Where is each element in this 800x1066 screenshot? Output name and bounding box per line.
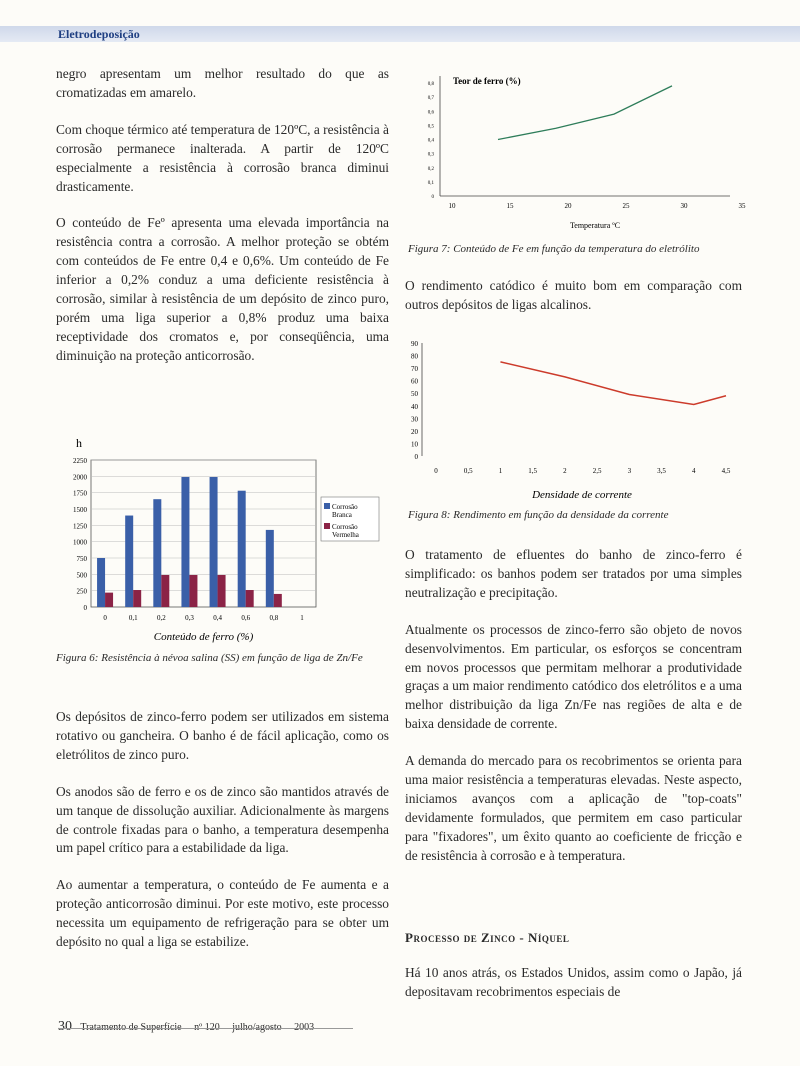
y-axis-label: h: [76, 436, 82, 450]
bar-vermelha: [274, 594, 282, 607]
figure-8-line-chart: [405, 335, 745, 505]
paragraph: O conteúdo de Feº apresenta uma elevada importância na resistência contra a corrosão. A melhor proteção se obtém com conteúdos de Fe entre 0,4 e 0,6%. Um conteúdo de Fe inferior a 0,2% conduz a uma deficiente resistência à corrosão, similar à resistência de um depósito de zinco puro, porém uma liga superior a 0,8% produz uma baixa receptividade dos cromatos e, por conseqüência, uma diminuição na proteção anticorrosão.: [56, 215, 389, 363]
x-tick-label: 0,2: [156, 614, 166, 622]
figure-6-bar-chart: [56, 432, 386, 647]
y-tick-label: 2000: [73, 473, 87, 482]
x-tick-label: 25: [622, 202, 630, 210]
legend-swatch: [324, 523, 330, 529]
x-tick-label: 0: [434, 467, 438, 475]
section-text: [405, 964, 742, 1002]
paragraph: Atualmente os processos de zinco-ferro são objeto de novos desenvolvimentos. Em particular, os esforços se concentram em novos processos que permitam melhorar a produtividade graças a um maior rendimento catódico dos eletrólitos e a uma melhor distribuição da liga Zn/Fe nas regiões de alta e de baixa densidade de corrente.: [405, 621, 742, 732]
y-tick-label: 0: [83, 604, 87, 612]
y-tick-label: 0,8: [427, 82, 434, 88]
x-tick-label: 1,5: [528, 467, 538, 475]
x-tick-label: 0,4: [213, 614, 222, 622]
y-tick-label: 20: [411, 427, 418, 436]
x-tick-label: 20: [564, 202, 572, 210]
year: 2003: [294, 1022, 315, 1033]
bar-vermelha: [105, 593, 113, 607]
right-column-bottom: [405, 546, 742, 866]
x-tick-label: 1: [498, 467, 503, 475]
paragraph: O rendimento catódico é muito bom em comparação com outros depósitos de ligas alcalinos.: [405, 278, 742, 312]
chart-title: Teor de ferro (%): [453, 76, 521, 86]
y-tick-label: 0,7: [427, 96, 434, 102]
period: julho/agosto: [232, 1022, 282, 1033]
x-tick-label: 15: [506, 202, 514, 210]
x-tick-label: 10: [448, 202, 456, 210]
bar-branca: [97, 558, 105, 607]
bar-vermelha: [218, 575, 226, 607]
legend-label: Corrosão: [332, 523, 358, 531]
left-column-top: [56, 65, 389, 366]
y-tick-label: 90: [411, 340, 418, 348]
y-tick-label: 30: [411, 415, 418, 424]
bar-branca: [153, 499, 161, 607]
y-tick-label: 1750: [73, 489, 87, 498]
x-tick-label: 1: [300, 614, 304, 622]
x-tick-label: 0,6: [241, 614, 251, 622]
figure-7-line-chart: [420, 68, 746, 238]
bar-vermelha: [161, 575, 169, 607]
paragraph: negro apresentam um melhor resultado do que as cromatizadas em amarelo.: [56, 66, 389, 100]
section-heading: Processo de Zinco - Níquel: [405, 930, 570, 945]
data-line: [500, 362, 726, 405]
x-tick-label: 4: [692, 467, 696, 475]
y-tick-label: 0,1: [427, 180, 434, 186]
y-tick-label: 1000: [73, 538, 87, 547]
journal-name: Tratamento de Superfície: [80, 1022, 182, 1033]
bar-vermelha: [133, 590, 141, 607]
x-tick-label: 0,3: [185, 614, 194, 622]
bar-vermelha: [246, 590, 254, 607]
x-tick-label: 0: [103, 614, 107, 622]
right-column-top: [405, 277, 742, 315]
paragraph: Os depósitos de zinco-ferro podem ser utilizados em sistema rotativo ou gancheira. O banho é de fácil aplicação, como os eletrólitos de zinco puro.: [56, 709, 389, 762]
bar-branca: [125, 516, 133, 607]
legend-label: Branca: [332, 511, 352, 519]
issue-number: nº 120: [194, 1022, 220, 1033]
x-axis-label: Densidade de corrente: [532, 489, 632, 501]
y-tick-label: 750: [76, 555, 87, 563]
y-tick-label: 80: [411, 352, 418, 361]
x-tick-label: 35: [738, 202, 746, 210]
x-tick-label: 2: [563, 467, 567, 475]
paragraph: O tratamento de efluentes do banho de zinco-ferro é simplificado: os banhos podem ser tratados por uma simples neutralização e precipitação.: [405, 547, 742, 600]
y-tick-label: 500: [76, 571, 87, 580]
x-tick-label: 0,5: [463, 467, 473, 475]
x-tick-label: 3: [627, 467, 632, 475]
y-tick-label: 0,5: [427, 124, 434, 130]
x-tick-label: 0,8: [269, 614, 279, 622]
figure-7-caption: Figura 7: Conteúdo de Fe em função da temperatura do eletrólito: [408, 243, 700, 255]
y-tick-label: 40: [411, 402, 418, 411]
x-tick-label: 3,5: [657, 467, 666, 475]
y-tick-label: 250: [76, 587, 87, 596]
plot-frame: [91, 460, 316, 607]
y-tick-label: 0: [431, 195, 434, 200]
y-tick-label: 0,6: [427, 110, 434, 116]
legend-swatch: [324, 503, 330, 509]
data-line: [498, 86, 672, 140]
running-header: Eletrodeposição: [58, 27, 140, 41]
bar-branca: [210, 477, 218, 607]
y-tick-label: 50: [411, 390, 418, 399]
y-tick-label: 0,4: [427, 138, 434, 144]
legend-label: Vermelha: [332, 531, 359, 539]
y-tick-label: 0,3: [427, 152, 434, 158]
x-tick-label: 0,1: [128, 614, 138, 622]
x-tick-label: 4,5: [721, 467, 731, 475]
figure-8-caption: Figura 8: Rendimento em função da densidade da corrente: [408, 509, 669, 521]
y-tick-label: 10: [411, 440, 418, 449]
paragraph: Ao aumentar a temperatura, o conteúdo de Fe aumenta e a proteção anticorrosão diminui. Por este motivo, este processo necessita um equipamento de refrigeração para se obter um depósito no qual a liga se estabilize.: [56, 877, 389, 950]
x-axis-label: Temperatura ºC: [569, 221, 621, 230]
paragraph: Os anodos são de ferro e os de zinco são mantidos através de um tanque de dissolução auxiliar. Adicionalmente às margens de controle fixadas para o banho, a temperatura desempenha um papel crítico para a estabilidade da liga.: [56, 783, 389, 856]
bar-branca: [181, 477, 189, 607]
page-number: 30: [58, 1019, 72, 1034]
bar-branca: [238, 491, 246, 607]
y-tick-label: 0,2: [427, 166, 434, 172]
x-tick-label: 30: [680, 202, 688, 210]
y-tick-label: 1500: [73, 506, 87, 514]
y-tick-label: 1250: [73, 522, 87, 531]
paragraph: Há 10 anos atrás, os Estados Unidos, assim como o Japão, já depositavam recobrimentos especiais de: [405, 965, 742, 999]
footer-rule: [58, 1028, 353, 1029]
footer: [58, 1019, 324, 1035]
y-tick-label: 70: [411, 365, 418, 374]
y-tick-label: 2250: [73, 457, 87, 465]
x-tick-label: 2,5: [592, 467, 602, 475]
legend-label: Corrosão: [332, 503, 358, 511]
bar-vermelha: [189, 575, 197, 607]
paragraph: Com choque térmico até temperatura de 120ºC, a resistência à corrosão permanece inalterada. A partir de 120ºC especialmente a resistência à corrosão branca diminui drasticamente.: [56, 121, 389, 194]
y-tick-label: 60: [411, 377, 418, 386]
left-column-bottom: [56, 708, 389, 952]
bar-branca: [266, 530, 274, 607]
paragraph: A demanda do mercado para os recobrimentos se orienta para uma maior resistência a temperaturas elevadas. Neste aspecto, iniciamos avanços com a aplicação de "top-coats" devidamente formulados, que permitem em caso particular para "fixadores", um êxito quanto ao coeficiente de fricção e de resistência à corrosão e à temperatura.: [405, 753, 742, 863]
figure-6-caption: Figura 6: Resistência à névoa salina (SS) em função de liga de Zn/Fe: [56, 652, 363, 664]
x-axis-label: Conteúdo de ferro (%): [153, 631, 254, 643]
y-tick-label: 0: [414, 453, 418, 461]
